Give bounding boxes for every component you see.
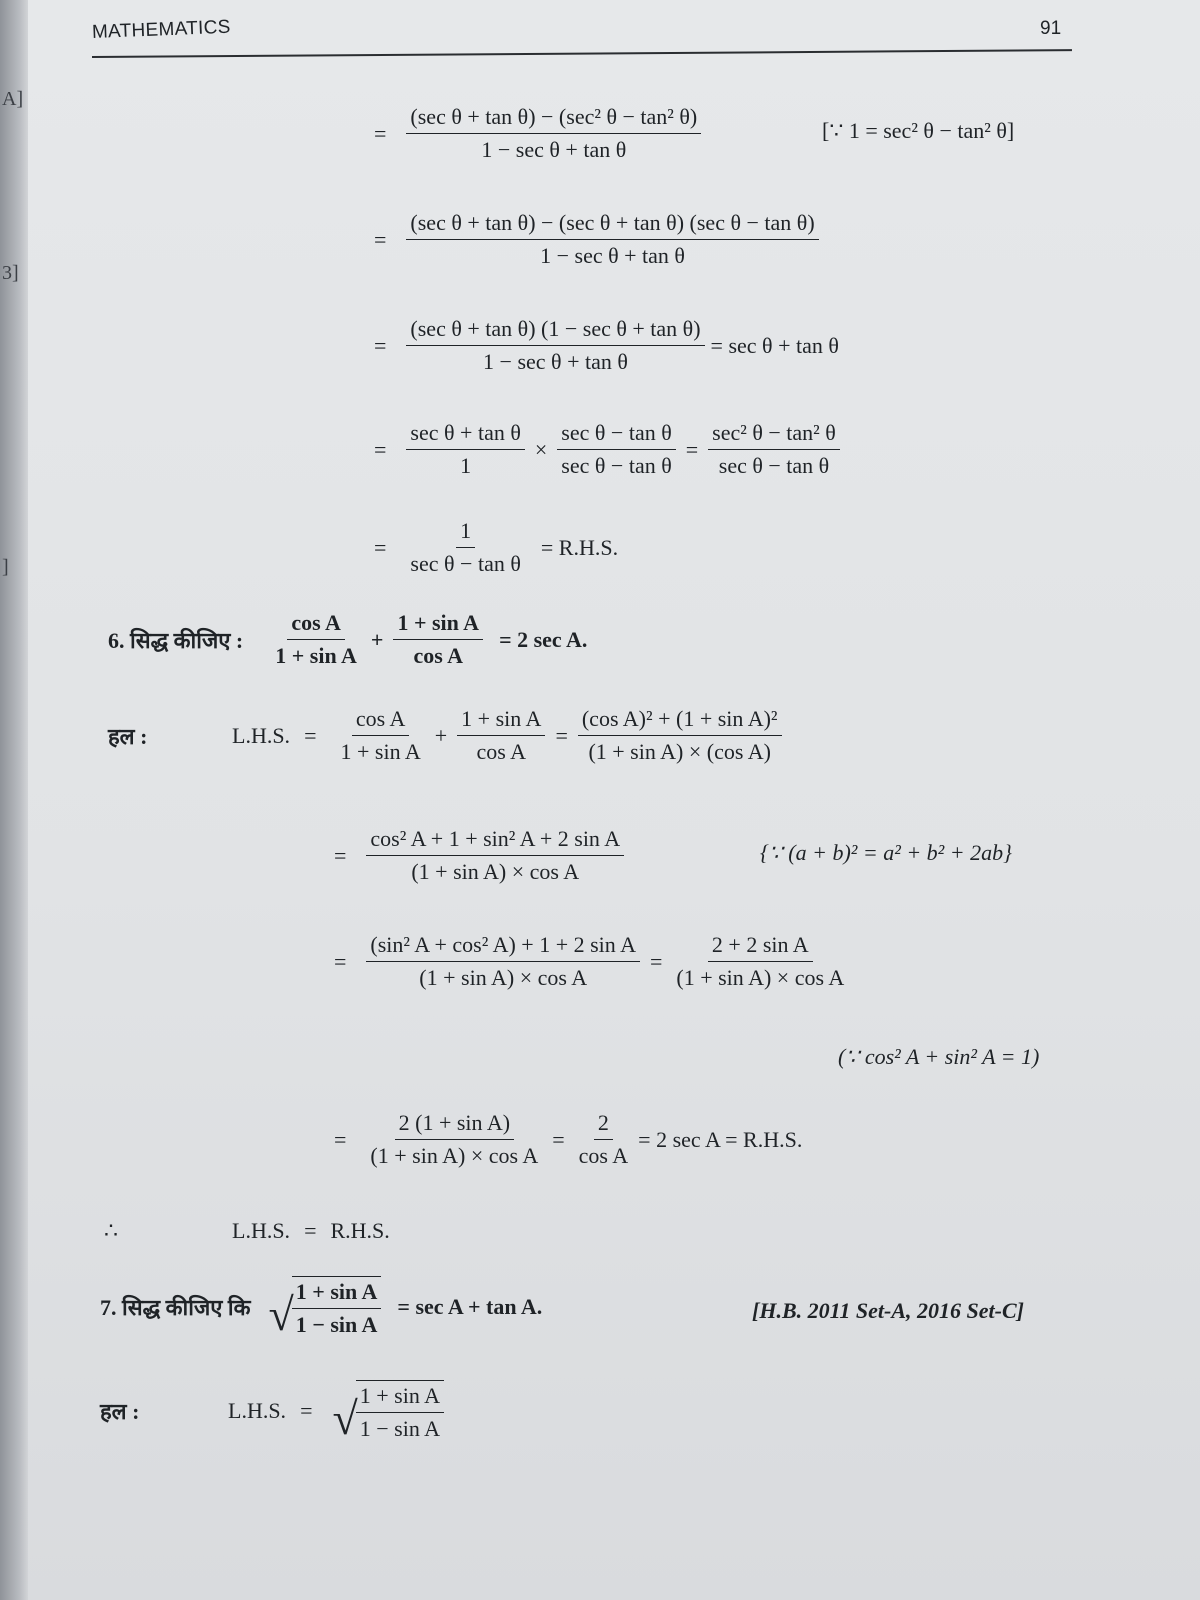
numerator: 2 (1 + sin A) xyxy=(395,1110,514,1140)
fraction xyxy=(708,420,840,479)
result-text: = R.H.S. xyxy=(540,534,619,560)
numerator: 1 xyxy=(456,518,475,548)
fraction xyxy=(406,518,524,577)
exam-reference: [H.B. 2011 Set-A, 2016 Set-C] xyxy=(752,1298,1024,1323)
equals-sign: = xyxy=(304,722,317,748)
rhs-label: R.H.S. xyxy=(330,1218,390,1243)
numerator: (sec θ + tan θ) − (sec² θ − tan² θ) xyxy=(406,104,701,134)
lhs-label: L.H.S. xyxy=(232,722,291,748)
numerator: cos A xyxy=(352,706,410,736)
numerator: sec θ − tan θ xyxy=(557,420,675,450)
numerator: 2 + 2 sin A xyxy=(708,932,813,962)
denominator: sec θ − tan θ xyxy=(561,453,672,478)
denominator: (1 + sin A) × cos A xyxy=(411,859,580,884)
fraction xyxy=(578,706,782,765)
solution-6-line-3 xyxy=(320,932,854,991)
fraction xyxy=(271,610,361,669)
question-6 xyxy=(108,610,587,669)
conclusion-line xyxy=(104,1218,390,1244)
solution-label: हल : xyxy=(100,1399,140,1424)
equals-sign: = xyxy=(374,226,387,252)
running-header-title: MATHEMATICS xyxy=(91,16,232,43)
square-root xyxy=(269,1276,382,1338)
numerator: 1 + sin A xyxy=(457,706,545,736)
question-label: 7. सिद्ध कीजिए कि xyxy=(100,1295,251,1320)
numerator: sec θ + tan θ xyxy=(406,420,524,450)
plus-sign: + xyxy=(370,626,384,652)
result-text: = sec A + tan A. xyxy=(397,1294,543,1319)
proof-step-1 xyxy=(360,104,707,163)
denominator: (1 + sin A) × cos A xyxy=(676,965,845,990)
denominator: 1 + sin A xyxy=(340,739,421,764)
fraction xyxy=(406,316,704,375)
radical-sign-icon: √ xyxy=(332,1393,358,1444)
fraction xyxy=(366,826,624,885)
margin-mark: ] xyxy=(2,556,9,578)
solution-6-line-4 xyxy=(320,1110,802,1169)
fraction xyxy=(575,1110,633,1169)
numerator: 1 + sin A xyxy=(292,1279,382,1309)
fraction xyxy=(557,420,675,479)
proof-step-4 xyxy=(360,420,846,479)
numerator: (sin² A + cos² A) + 1 + 2 sin A xyxy=(366,932,640,962)
question-7 xyxy=(100,1276,542,1338)
numerator: (sec θ + tan θ) (1 − sec θ + tan θ) xyxy=(406,316,704,346)
fraction xyxy=(393,610,483,669)
denominator: cos A xyxy=(413,643,463,668)
numerator: 1 + sin A xyxy=(356,1383,444,1413)
proof-step-3 xyxy=(360,316,839,375)
equals-sign: = xyxy=(374,332,387,358)
equals-sign: = xyxy=(374,436,387,462)
denominator: sec θ − tan θ xyxy=(410,551,521,576)
equals-sign: = xyxy=(649,948,663,974)
proof-step-5 xyxy=(360,518,618,577)
radical-sign-icon: √ xyxy=(268,1289,294,1340)
denominator: 1 − sin A xyxy=(295,1312,378,1337)
fraction xyxy=(336,706,424,765)
equals-sign: = xyxy=(334,948,347,974)
equals-sign: = xyxy=(374,120,387,146)
equals-sign: = xyxy=(334,1126,347,1152)
solution-label: हल : xyxy=(108,723,148,749)
margin-mark: A] xyxy=(2,88,24,110)
radicand xyxy=(292,1276,382,1338)
proof-step-2 xyxy=(360,210,825,269)
denominator: cos A xyxy=(578,1143,629,1168)
radicand xyxy=(356,1380,444,1442)
equals-sign: = xyxy=(304,1218,317,1243)
denominator: 1 xyxy=(460,453,472,478)
square-root xyxy=(332,1380,444,1442)
times-sign: × xyxy=(534,436,548,462)
therefore-symbol: ∴ xyxy=(104,1218,118,1243)
lhs-label: L.H.S. xyxy=(232,1218,291,1243)
numerator: 2 xyxy=(594,1110,613,1140)
page-number: 91 xyxy=(1040,18,1062,39)
numerator: sec² θ − tan² θ xyxy=(708,420,840,450)
numerator: 1 + sin A xyxy=(393,610,483,640)
margin-mark: 3] xyxy=(2,262,19,284)
numerator: (sec θ + tan θ) − (sec θ + tan θ) (sec θ − tan θ) xyxy=(406,210,818,240)
equals-sign: = xyxy=(334,842,347,868)
denominator: cos A xyxy=(476,739,527,764)
equals-sign: = xyxy=(552,1126,565,1152)
solution-6-line-2 xyxy=(320,826,630,885)
fraction xyxy=(457,706,545,765)
plus-sign: + xyxy=(434,722,448,748)
equals-sign: = xyxy=(300,1398,313,1423)
identity-note: {∵ (a + b)² = a² + b² + 2ab} xyxy=(760,840,1012,865)
numerator: cos A xyxy=(287,610,345,640)
identity-note: [∵ 1 = sec² θ − tan² θ] xyxy=(822,118,1015,143)
fraction xyxy=(292,1279,382,1338)
identity-note: (∵ cos² A + sin² A = 1) xyxy=(838,1044,1040,1069)
denominator: 1 − sec θ + tan θ xyxy=(483,349,628,374)
fraction xyxy=(406,104,701,163)
equals-sign: = xyxy=(374,534,387,560)
denominator: 1 − sin A xyxy=(359,1416,440,1441)
numerator: (cos A)² + (1 + sin A)² xyxy=(578,706,782,736)
fraction xyxy=(406,420,524,479)
denominator: 1 + sin A xyxy=(275,643,357,668)
denominator: 1 − sec θ + tan θ xyxy=(481,137,627,162)
denominator: (1 + sin A) × cos A xyxy=(370,1143,539,1168)
solution-6-line-1 xyxy=(108,706,788,765)
denominator: (1 + sin A) × cos A xyxy=(419,965,588,990)
numerator: cos² A + 1 + sin² A + 2 sin A xyxy=(366,826,624,856)
solution-7-line-1 xyxy=(100,1380,450,1442)
denominator: (1 + sin A) × (cos A) xyxy=(588,739,771,764)
fraction xyxy=(366,1110,542,1169)
fraction xyxy=(356,1383,444,1442)
fraction xyxy=(672,932,848,991)
equals-sign: = xyxy=(685,436,699,462)
result-text: = 2 sec A. xyxy=(499,626,588,652)
result-text: = 2 sec A = R.H.S. xyxy=(638,1126,803,1152)
denominator: sec θ − tan θ xyxy=(718,453,830,478)
result-text: = sec θ + tan θ xyxy=(710,332,839,358)
lhs-label: L.H.S. xyxy=(228,1398,287,1423)
fraction xyxy=(406,210,818,269)
equals-sign: = xyxy=(555,722,568,748)
fraction xyxy=(366,932,640,991)
denominator: 1 − sec θ + tan θ xyxy=(540,243,685,268)
question-label: 6. सिद्ध कीजिए : xyxy=(108,627,244,653)
book-spine xyxy=(0,0,28,1600)
